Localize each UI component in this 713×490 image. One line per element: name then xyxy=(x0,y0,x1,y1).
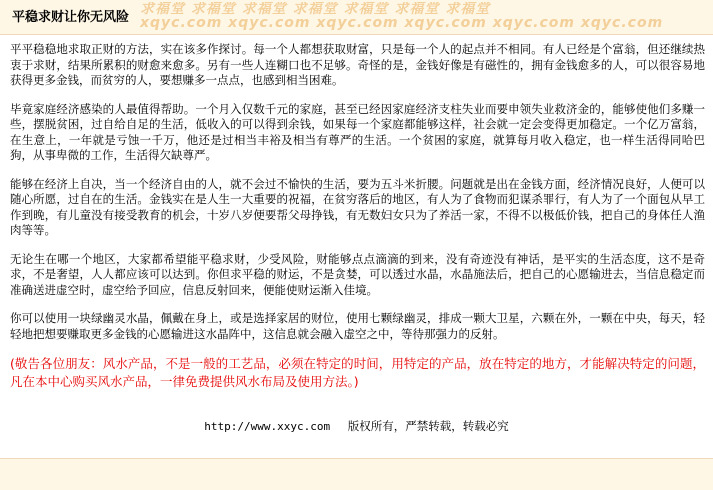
header-banner xyxy=(0,0,713,35)
page-title: 平稳求财让你无风险 xyxy=(12,10,130,25)
paragraph-4: 无论生在哪一个地区，大家都希望能平稳求财，少受风险，财能够点点滴滴的到来，没有奇迹没有神话，是平实的生活态度，这不是奇求，不是奢望，人人都应该可以达到。你但求平稳的财运，不是贪婪，可以透过水晶，水晶施法后，把自己的心愿输进去，当信息稳定而准确送进虚空时，虚空给予回应，信息反射回来，便能使财运渐入佳境。 xyxy=(10,251,705,297)
paragraph-3: 能够在经济上自决，当一个经济自由的人，就不会过不愉快的生活，要为五斗米折腰。问题就是出在金钱方面，经济情况良好，人便可以随心所愿，过自在的生活。金钱实在是人生一大重要的祝福，在贫穷落后的地区，有人为了食物而犯谋杀罪行，有人为了一个面包从早工作到晚，有儿童没有接受教育的机会，十岁八岁便要帮父母挣钱，有无数妇女只为了养活一家，不得不以极低价钱，把自己的身体任人渔肉等等。 xyxy=(10,176,705,237)
article-body xyxy=(10,42,705,403)
watermark-pattern xyxy=(140,2,710,32)
footer-band xyxy=(0,458,713,490)
watermark-line: xqyc.com xqyc.com xqyc.com xqyc.com xqyc.com xqyc.com xyxy=(140,15,664,31)
notice-text: (敬告各位朋友：风水产品，不是一般的工艺品，必须在特定的时间，用特定的产品，放在特定的地方，才能解决特定的问题，凡在本中心购买风水产品，一律免费提供风水布局及使用方法。) xyxy=(10,356,705,389)
paragraph-2: 毕竟家庭经济感染的人最值得帮助。一个月入仅数千元的家庭，甚至已经因家庭经济支柱失业而要申领失业救济金的，能够使他们多赚一些，摆脱贫困，过自给自足的生活，低收入的可以得到余钱，如果每一个家庭都能够这样，社会就一定会变得更加稳定。一个亿万富翁，在生意上，一年就是亏蚀一千万，他还是过相当丰裕及相当有尊严的生活。一个贫困的家庭，就算每月收入稳定，也一样生活得同哈巴狗，从事卑微的工作，生活得欠缺尊严。 xyxy=(10,101,705,162)
paragraph-5: 你可以使用一块绿幽灵水晶，佩戴在身上，或是选择家居的财位，使用七颗绿幽灵，排成一颗大卫星，六颗在外，一颗在中央，每天，轻轻地把想要赚取更多金钱的心愿输进这水晶阵中，这信息就会融入虚空之中，等待那强力的反射。 xyxy=(10,311,705,341)
site-url-link[interactable]: http://www.xxyc.com xyxy=(204,420,331,433)
copyright-text: 版权所有，严禁转载，转载必究 xyxy=(347,419,509,433)
footer xyxy=(0,419,713,434)
watermark-line: 求福堂 求福堂 求福堂 求福堂 求福堂 求福堂 求福堂 xyxy=(140,2,491,17)
paragraph-1: 平平稳稳地求取正财的方法，实在该多作探讨。每一个人都想获取财富，只是每一个人的起点并不相同。有人已经是个富翁，但还继续热衷于求财，结果所累积的财愈来愈多。另有一些人连糊口也不足够。奇怪的是，金钱好像是有磁性的，拥有金钱愈多的人，可以很容易地获得更多金钱，而贫穷的人，要想赚多一点点，也感到相当困难。 xyxy=(10,42,705,87)
